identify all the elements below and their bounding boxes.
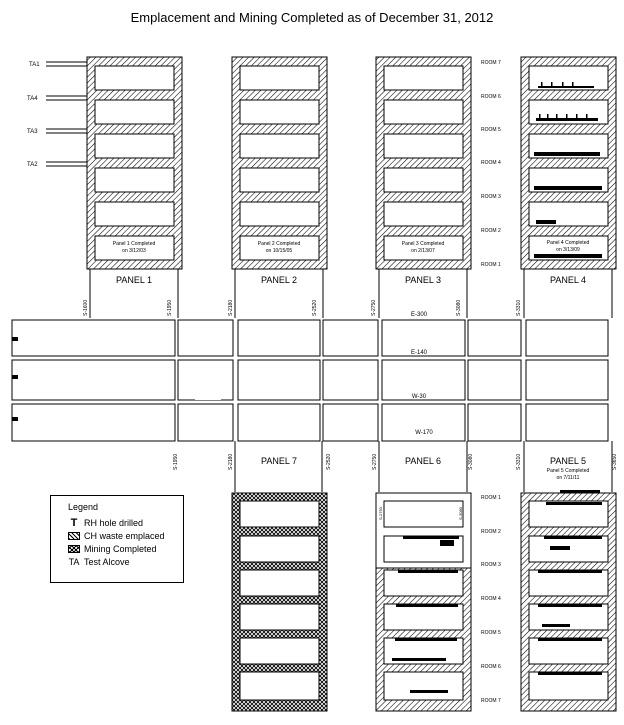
room-label: ROOM 5 (481, 630, 501, 636)
station-label: S-2520 (326, 453, 332, 470)
test-alcove-label: TA2 (27, 162, 38, 168)
drift-label: E-140 (410, 350, 428, 356)
legend-label: Test Alcove (84, 556, 130, 567)
panel-2-label: PANEL 2 (260, 275, 298, 285)
south-entry-drifts (235, 441, 612, 492)
room-label: ROOM 6 (481, 94, 501, 100)
panel-2-note-line1: Panel 2 Completed (257, 241, 301, 247)
station-label: S-2750 (378, 507, 383, 520)
panel-2-note-line2: on 10/15/05 (265, 248, 293, 254)
room-label: ROOM 4 (481, 160, 501, 166)
room-label: ROOM 7 (481, 60, 501, 66)
station-label: S-3310 (516, 453, 522, 470)
panel-1-note-line1: Panel 1 Completed (112, 241, 156, 247)
station-label: S-1950 (167, 299, 173, 316)
test-alcoves (46, 62, 87, 166)
legend-item-ch (68, 529, 183, 542)
legend-label: RH hole drilled (84, 517, 144, 528)
station-label: S-2520 (312, 299, 318, 316)
panel-5-label: PANEL 5 (549, 456, 587, 466)
panel-6-label: PANEL 6 (404, 456, 442, 466)
room-label: ROOM 2 (481, 228, 501, 234)
station-label: S-1600 (83, 299, 89, 316)
station-label: S-2180 (228, 299, 234, 316)
panel-7-rooms (232, 493, 327, 711)
panel-1-rooms (87, 57, 182, 269)
panel-4-note-line2: on 3/13/09 (556, 247, 580, 253)
room-label: ROOM 1 (481, 262, 501, 268)
room-label: ROOM 4 (481, 596, 501, 602)
panel-4-label: PANEL 4 (549, 275, 587, 285)
panel-4-rooms (521, 57, 616, 269)
panel-3-label: PANEL 3 (404, 275, 442, 285)
room-label: ROOM 1 (481, 495, 501, 501)
main-drifts (12, 320, 608, 441)
room-label: ROOM 2 (481, 529, 501, 535)
legend-label: CH waste emplaced (84, 530, 165, 541)
station-label: S-2750 (371, 299, 377, 316)
legend-item-ta (68, 555, 183, 568)
legend (50, 495, 184, 583)
test-alcove-label: TA4 (27, 96, 38, 102)
legend-label: Mining Completed (84, 543, 157, 554)
station-label: S-2180 (228, 453, 234, 470)
station-label: S-1950 (173, 453, 179, 470)
panel-5-note-line1: Panel 5 Completed (546, 468, 590, 474)
ch-waste-swatch-icon (68, 532, 80, 540)
legend-item-mining (68, 542, 183, 555)
panel-5-rooms (521, 490, 616, 711)
room-label: ROOM 3 (481, 562, 501, 568)
panel-2-rooms (232, 57, 327, 269)
room-label: ROOM 7 (481, 698, 501, 704)
drift-label: E-300 (410, 312, 428, 318)
panel-3-note-line1: Panel 3 Completed (401, 241, 445, 247)
test-alcove-label: TA3 (27, 129, 38, 135)
station-label: S-3080 (458, 507, 463, 520)
legend-symbol: TA (68, 556, 80, 567)
station-label: S-2750 (372, 453, 378, 470)
panel-6-rooms (376, 493, 471, 711)
test-alcove-label: TA1 (29, 62, 40, 68)
drift-label: W-30 (411, 394, 427, 400)
panel-3-note-line2: on 2/13/07 (411, 248, 435, 254)
panel-1-note-line2: on 3/12/03 (122, 248, 146, 254)
station-label: S-3310 (516, 299, 522, 316)
station-label: S-3080 (456, 299, 462, 316)
panel-7-label: PANEL 7 (260, 456, 298, 466)
room-label: ROOM 6 (481, 664, 501, 670)
panel-5-note-line2: on 7/11/11 (556, 475, 580, 481)
panel-1-label: PANEL 1 (115, 275, 153, 285)
room-label: ROOM 5 (481, 127, 501, 133)
room-label: ROOM 3 (481, 194, 501, 200)
legend-item-rh (68, 516, 183, 529)
drift-label: W-170 (415, 430, 433, 436)
mining-completed-swatch-icon (68, 545, 80, 553)
panel-3-rooms (376, 57, 471, 269)
station-label: S-3650 (612, 453, 618, 470)
rh-hole-icon: T (70, 516, 78, 529)
figure-title: Emplacement and Mining Completed as of December 31, 2012 (130, 10, 494, 25)
station-label: S-3080 (468, 453, 474, 470)
legend-title: Legend (68, 502, 99, 512)
panel-4-note-line1: Panel 4 Completed (546, 240, 590, 246)
